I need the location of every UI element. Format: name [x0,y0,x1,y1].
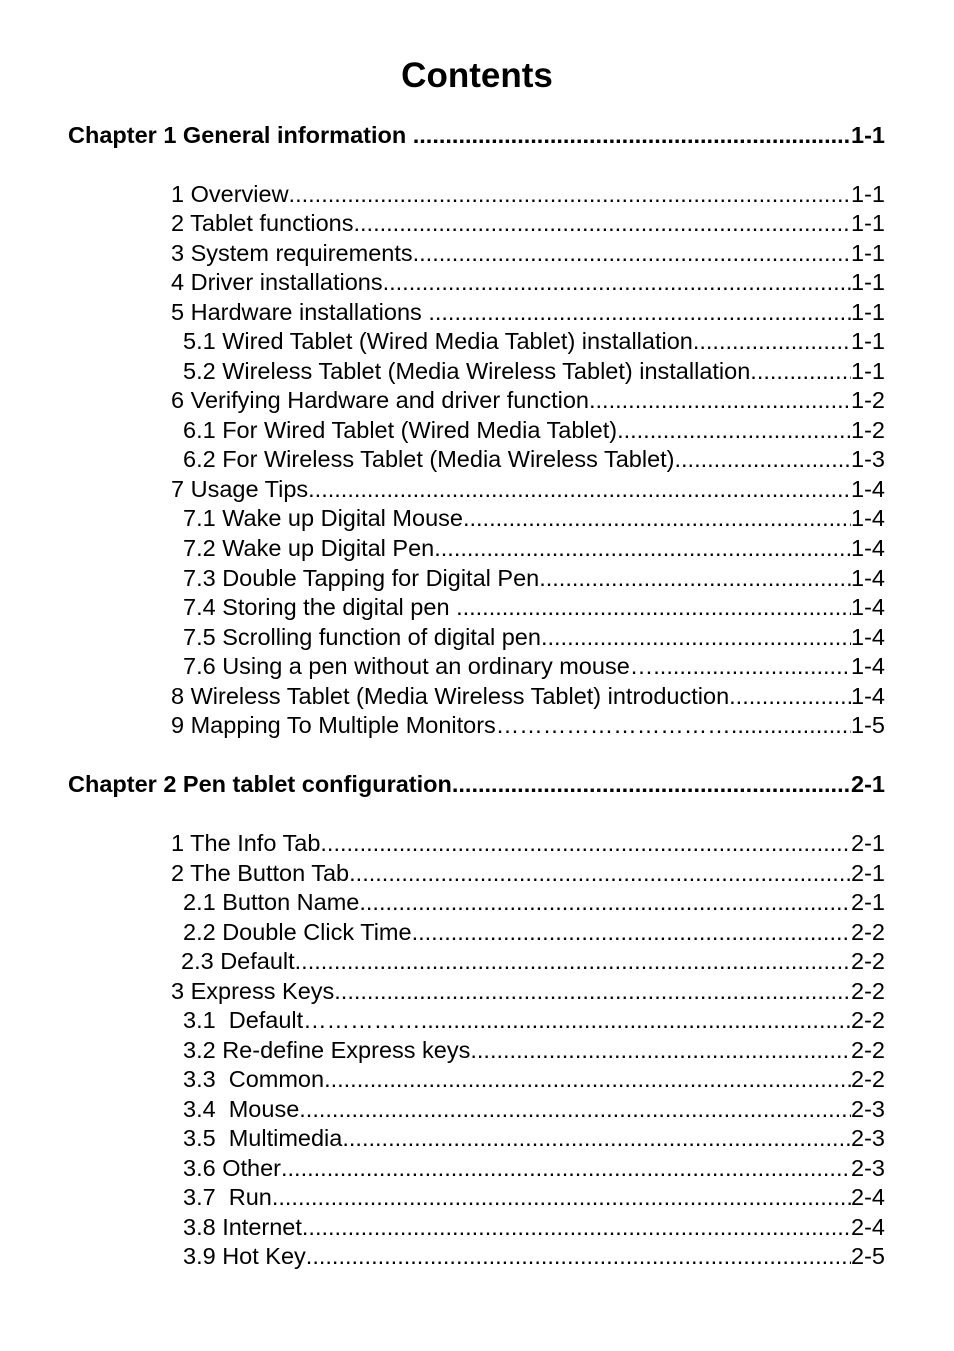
toc-entry[interactable] [171,859,885,888]
toc-dot-leader [320,829,851,858]
toc-dot-leader [299,1095,851,1124]
toc-page-number: 1-1 [851,328,885,354]
toc-page-number: 1-4 [851,594,885,620]
toc-page-number: 1-4 [851,476,885,502]
toc-entry[interactable] [171,475,885,504]
toc-entry[interactable] [183,564,885,593]
toc-page-number: 2-4 [851,1214,885,1240]
toc-page-number: 1-4 [851,624,885,650]
toc-entry-label: 7.2 Wake up Digital Pen [183,535,435,561]
toc-dot-leader [617,416,851,445]
toc-page-number: 1-1 [851,181,885,207]
toc-entry-label: 7.4 Storing the digital pen [183,594,457,620]
toc-entry-label: 1 The Info Tab [171,830,321,856]
toc-page-number: 1-4 [851,535,885,561]
toc-entry[interactable] [183,1183,885,1212]
page-title: Contents [401,56,553,95]
toc-page-number: 2-4 [851,1184,885,1210]
toc-entry-label: 3.6 Other [183,1155,281,1181]
toc-entry-label: 5.2 Wireless Tablet (Media Wireless Tablet) installation [183,358,751,384]
toc-chapter-label: Chapter 2 Pen tablet configuration [68,771,452,797]
toc-dot-leader [324,1065,851,1094]
toc-page-number: 1-5 [851,712,885,738]
toc-entry[interactable] [171,386,885,415]
toc-dot-leader [383,268,851,297]
toc-dot-leader [342,1124,851,1153]
toc-dot-leader [306,1242,851,1271]
toc-entry[interactable] [183,1213,885,1242]
toc-entry-label: 2 Tablet functions [171,210,354,236]
toc-page-number: 2-2 [851,978,885,1004]
toc-entry-label: 3.8 Internet [183,1214,302,1240]
toc-entry[interactable] [171,209,885,238]
toc-dot-leader [308,475,851,504]
toc-entry[interactable] [183,1124,885,1153]
toc-entry-label: 6 Verifying Hardware and driver function [171,387,589,413]
toc-dot-leader [539,564,851,593]
toc-entry-label: 1 Overview [171,181,289,207]
toc-page-number: 2-3 [851,1096,885,1122]
toc-entry-label: 5 Hardware installations [171,299,429,325]
toc-page-number: 2-1 [851,860,885,886]
toc-page-number: 1-1 [851,240,885,266]
toc-page-number: 2-3 [851,1155,885,1181]
toc-page-number: 1-2 [851,387,885,413]
toc-page-number: 2-1 [851,771,885,797]
toc-page-number: 1-4 [851,505,885,531]
toc-dot-leader [281,1154,851,1183]
toc-dot-leader [289,180,851,209]
toc-entry[interactable] [183,1242,885,1271]
toc-entry-label: 2.1 Button Name [183,889,360,915]
toc-dot-leader [750,357,851,386]
toc-entry[interactable] [183,1095,885,1124]
toc-chapter-2[interactable] [68,770,885,799]
toc-entry[interactable] [183,1154,885,1183]
toc-entry-label: 6.2 For Wireless Tablet (Media Wireless Tablet) [183,446,675,472]
toc-entry[interactable] [183,327,885,356]
toc-dot-leader [302,1213,851,1242]
toc-entry-label: 3 Express Keys [171,978,335,1004]
toc-entry[interactable] [171,298,885,327]
toc-entry-label: 4 Driver installations [171,269,383,295]
toc-page-number: 1-4 [851,683,885,709]
toc-page-number: 2-1 [851,889,885,915]
toc-entry[interactable] [183,504,885,533]
toc-dot-leader [463,504,851,533]
toc-entry-label: 3.7 Run [183,1184,272,1210]
toc-dot-leader [541,623,851,652]
toc-dot-leader [413,239,851,268]
toc-dot-leader [589,386,851,415]
toc-entry[interactable] [183,1036,885,1065]
toc-page-number: 1-4 [851,653,885,679]
toc-entry[interactable] [183,534,885,563]
toc-chapter-label: Chapter 1 General information [68,122,413,148]
toc-page-number: 1-1 [851,299,885,325]
toc-page-number: 1-1 [851,122,885,148]
toc-chapter-1[interactable] [68,121,885,150]
toc-entry-label: 2.3 Default [181,948,295,974]
toc-dot-leader [421,1006,851,1035]
toc-page-number: 2-3 [851,1125,885,1151]
toc-dot-leader [456,593,851,622]
toc-dot-leader [675,445,852,474]
toc-page-number: 1-1 [851,269,885,295]
toc-page-number: 1-1 [851,358,885,384]
toc-entry-label: 3.9 Hot Key [183,1243,306,1269]
toc-entry[interactable] [183,652,885,681]
toc-entry-label: 8 Wireless Tablet (Media Wireless Tablet) introduction [171,683,730,709]
toc-entry[interactable] [171,268,885,297]
toc-page-number: 1-2 [851,417,885,443]
toc-entry[interactable] [181,947,885,976]
toc-entry-label: 7.6 Using a pen without an ordinary mouse… [183,653,654,679]
toc-entry[interactable] [183,357,885,386]
toc-entry-label: 2.2 Double Click Time [183,919,412,945]
toc-dot-leader [272,1183,851,1212]
toc-entry[interactable] [183,1006,885,1035]
toc-dot-leader [413,121,851,150]
toc-dot-leader [349,859,851,888]
toc-entry-label: 7.1 Wake up Digital Mouse [183,505,463,531]
toc-page-number: 2-1 [851,830,885,856]
toc-dot-leader [334,977,851,1006]
toc-dot-leader [470,1036,851,1065]
toc-page-number: 2-5 [851,1243,885,1269]
toc-page-number: 1-3 [851,446,885,472]
toc-page-number: 2-2 [851,919,885,945]
toc-entry-label: 7 Usage Tips [171,476,309,502]
toc-dot-leader [428,298,851,327]
toc-entry-label: 3.4 Mouse [183,1096,300,1122]
toc-page-number: 2-2 [851,1007,885,1033]
toc-page-number: 1-4 [851,565,885,591]
toc-dot-leader [295,947,851,976]
toc-entry[interactable] [183,1065,885,1094]
toc-entry-label: 3.3 Common [183,1066,325,1092]
toc-dot-leader [729,682,851,711]
toc-entry-label: 7.5 Scrolling function of digital pen [183,624,541,650]
toc-page-number: 2-2 [851,948,885,974]
toc-dot-leader [731,711,851,740]
toc-entry-label: 9 Mapping To Multiple Monitors………………………… [171,712,731,738]
toc-entry[interactable] [183,416,885,445]
toc-dot-leader [434,534,851,563]
toc-dot-leader [693,327,851,356]
toc-page-number: 1-1 [851,210,885,236]
toc-entry-label: 3.5 Multimedia [183,1125,343,1151]
toc-entry[interactable] [171,829,885,858]
toc-entry-label: 3.2 Re-define Express keys [183,1037,471,1063]
toc-entry-label: 6.1 For Wired Tablet (Wired Media Tablet) [183,417,618,443]
toc-entry[interactable] [183,888,885,917]
toc-entry[interactable] [183,593,885,622]
toc-entry-label: 3 System requirements [171,240,413,266]
toc-entry[interactable] [183,623,885,652]
toc-dot-leader [452,770,851,799]
toc-page-number: 2-2 [851,1066,885,1092]
toc-entry[interactable] [183,445,885,474]
toc-entry[interactable] [171,682,885,711]
toc-entry[interactable] [171,239,885,268]
toc-entry-label: 3.1 Default…………… [183,1007,421,1033]
toc-entry[interactable] [171,711,885,740]
toc-entry[interactable] [171,180,885,209]
toc-page-number: 2-2 [851,1037,885,1063]
toc-entry[interactable] [183,918,885,947]
toc-entry-label: 5.1 Wired Tablet (Wired Media Tablet) installation [183,328,693,354]
toc-dot-leader [353,209,851,238]
toc-dot-leader [412,918,851,947]
toc-dot-leader [653,652,851,681]
toc-entry-label: 7.3 Double Tapping for Digital Pen [183,565,540,591]
toc-entry-label: 2 The Button Tab [171,860,350,886]
toc-entry[interactable] [171,977,885,1006]
toc-dot-leader [359,888,851,917]
